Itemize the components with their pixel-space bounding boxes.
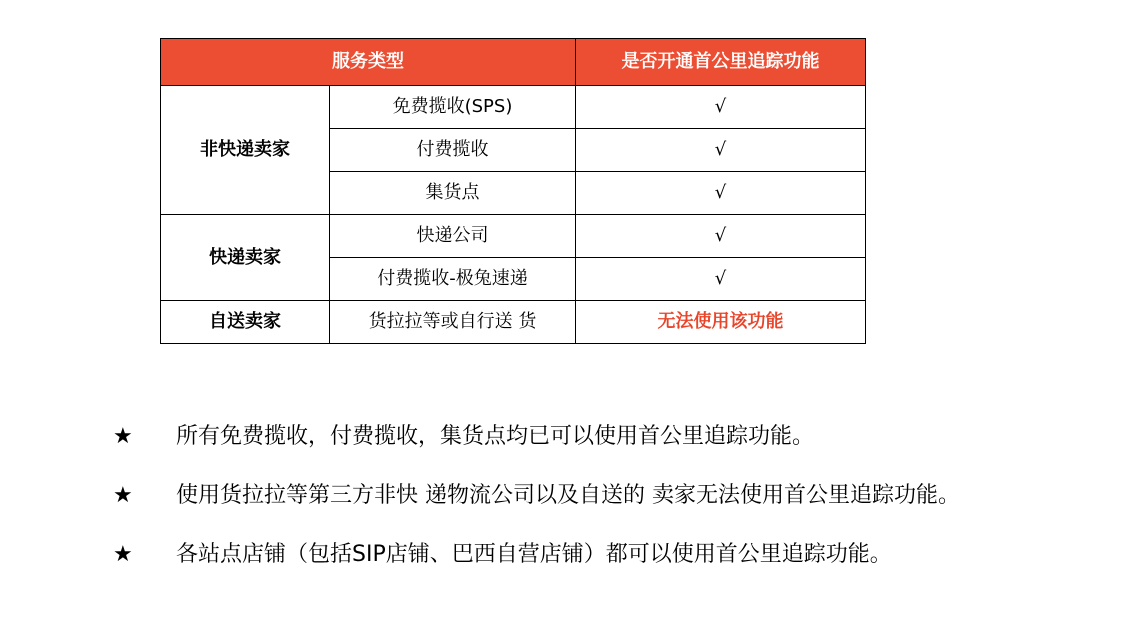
status-cell: √ [576,215,866,258]
service-cell: 免费揽收(SPS) [330,86,576,129]
notes-list [113,420,1113,597]
note-item [113,420,1113,453]
service-cell: 付费揽收 [330,129,576,172]
star-icon: ★ [113,483,133,508]
star-icon: ★ [113,542,133,567]
note-text: 各站点店铺（包括SIP店铺、巴西自营店铺）都可以使用首公里追踪功能。 [176,542,892,567]
service-cell: 付费揽收-极兔速递 [330,258,576,301]
service-cell: 货拉拉等或自行送 货 [330,301,576,344]
table-row [161,301,866,344]
star-icon: ★ [113,424,133,449]
status-cell: √ [576,86,866,129]
header-service-type: 服务类型 [161,39,576,86]
service-cell: 快递公司 [330,215,576,258]
table-row [161,86,866,129]
note-text: 使用货拉拉等第三方非快 递物流公司以及自送的 卖家无法使用首公里追踪功能。 [176,483,960,508]
status-cell: √ [576,258,866,301]
table-row [161,215,866,258]
service-type-table [160,38,866,344]
note-item [113,538,1113,571]
note-text: 所有免费揽收，付费揽收，集货点均已可以使用首公里追踪功能。 [176,424,815,449]
status-cell-unavailable: 无法使用该功能 [576,301,866,344]
table-header-row [161,39,866,86]
status-cell: √ [576,172,866,215]
group-non-express-seller: 非快递卖家 [161,86,330,215]
header-tracking-enabled: 是否开通首公里追踪功能 [576,39,866,86]
group-express-seller: 快递卖家 [161,215,330,301]
group-self-delivery-seller: 自送卖家 [161,301,330,344]
service-cell: 集货点 [330,172,576,215]
note-item [113,479,1113,512]
status-cell: √ [576,129,866,172]
